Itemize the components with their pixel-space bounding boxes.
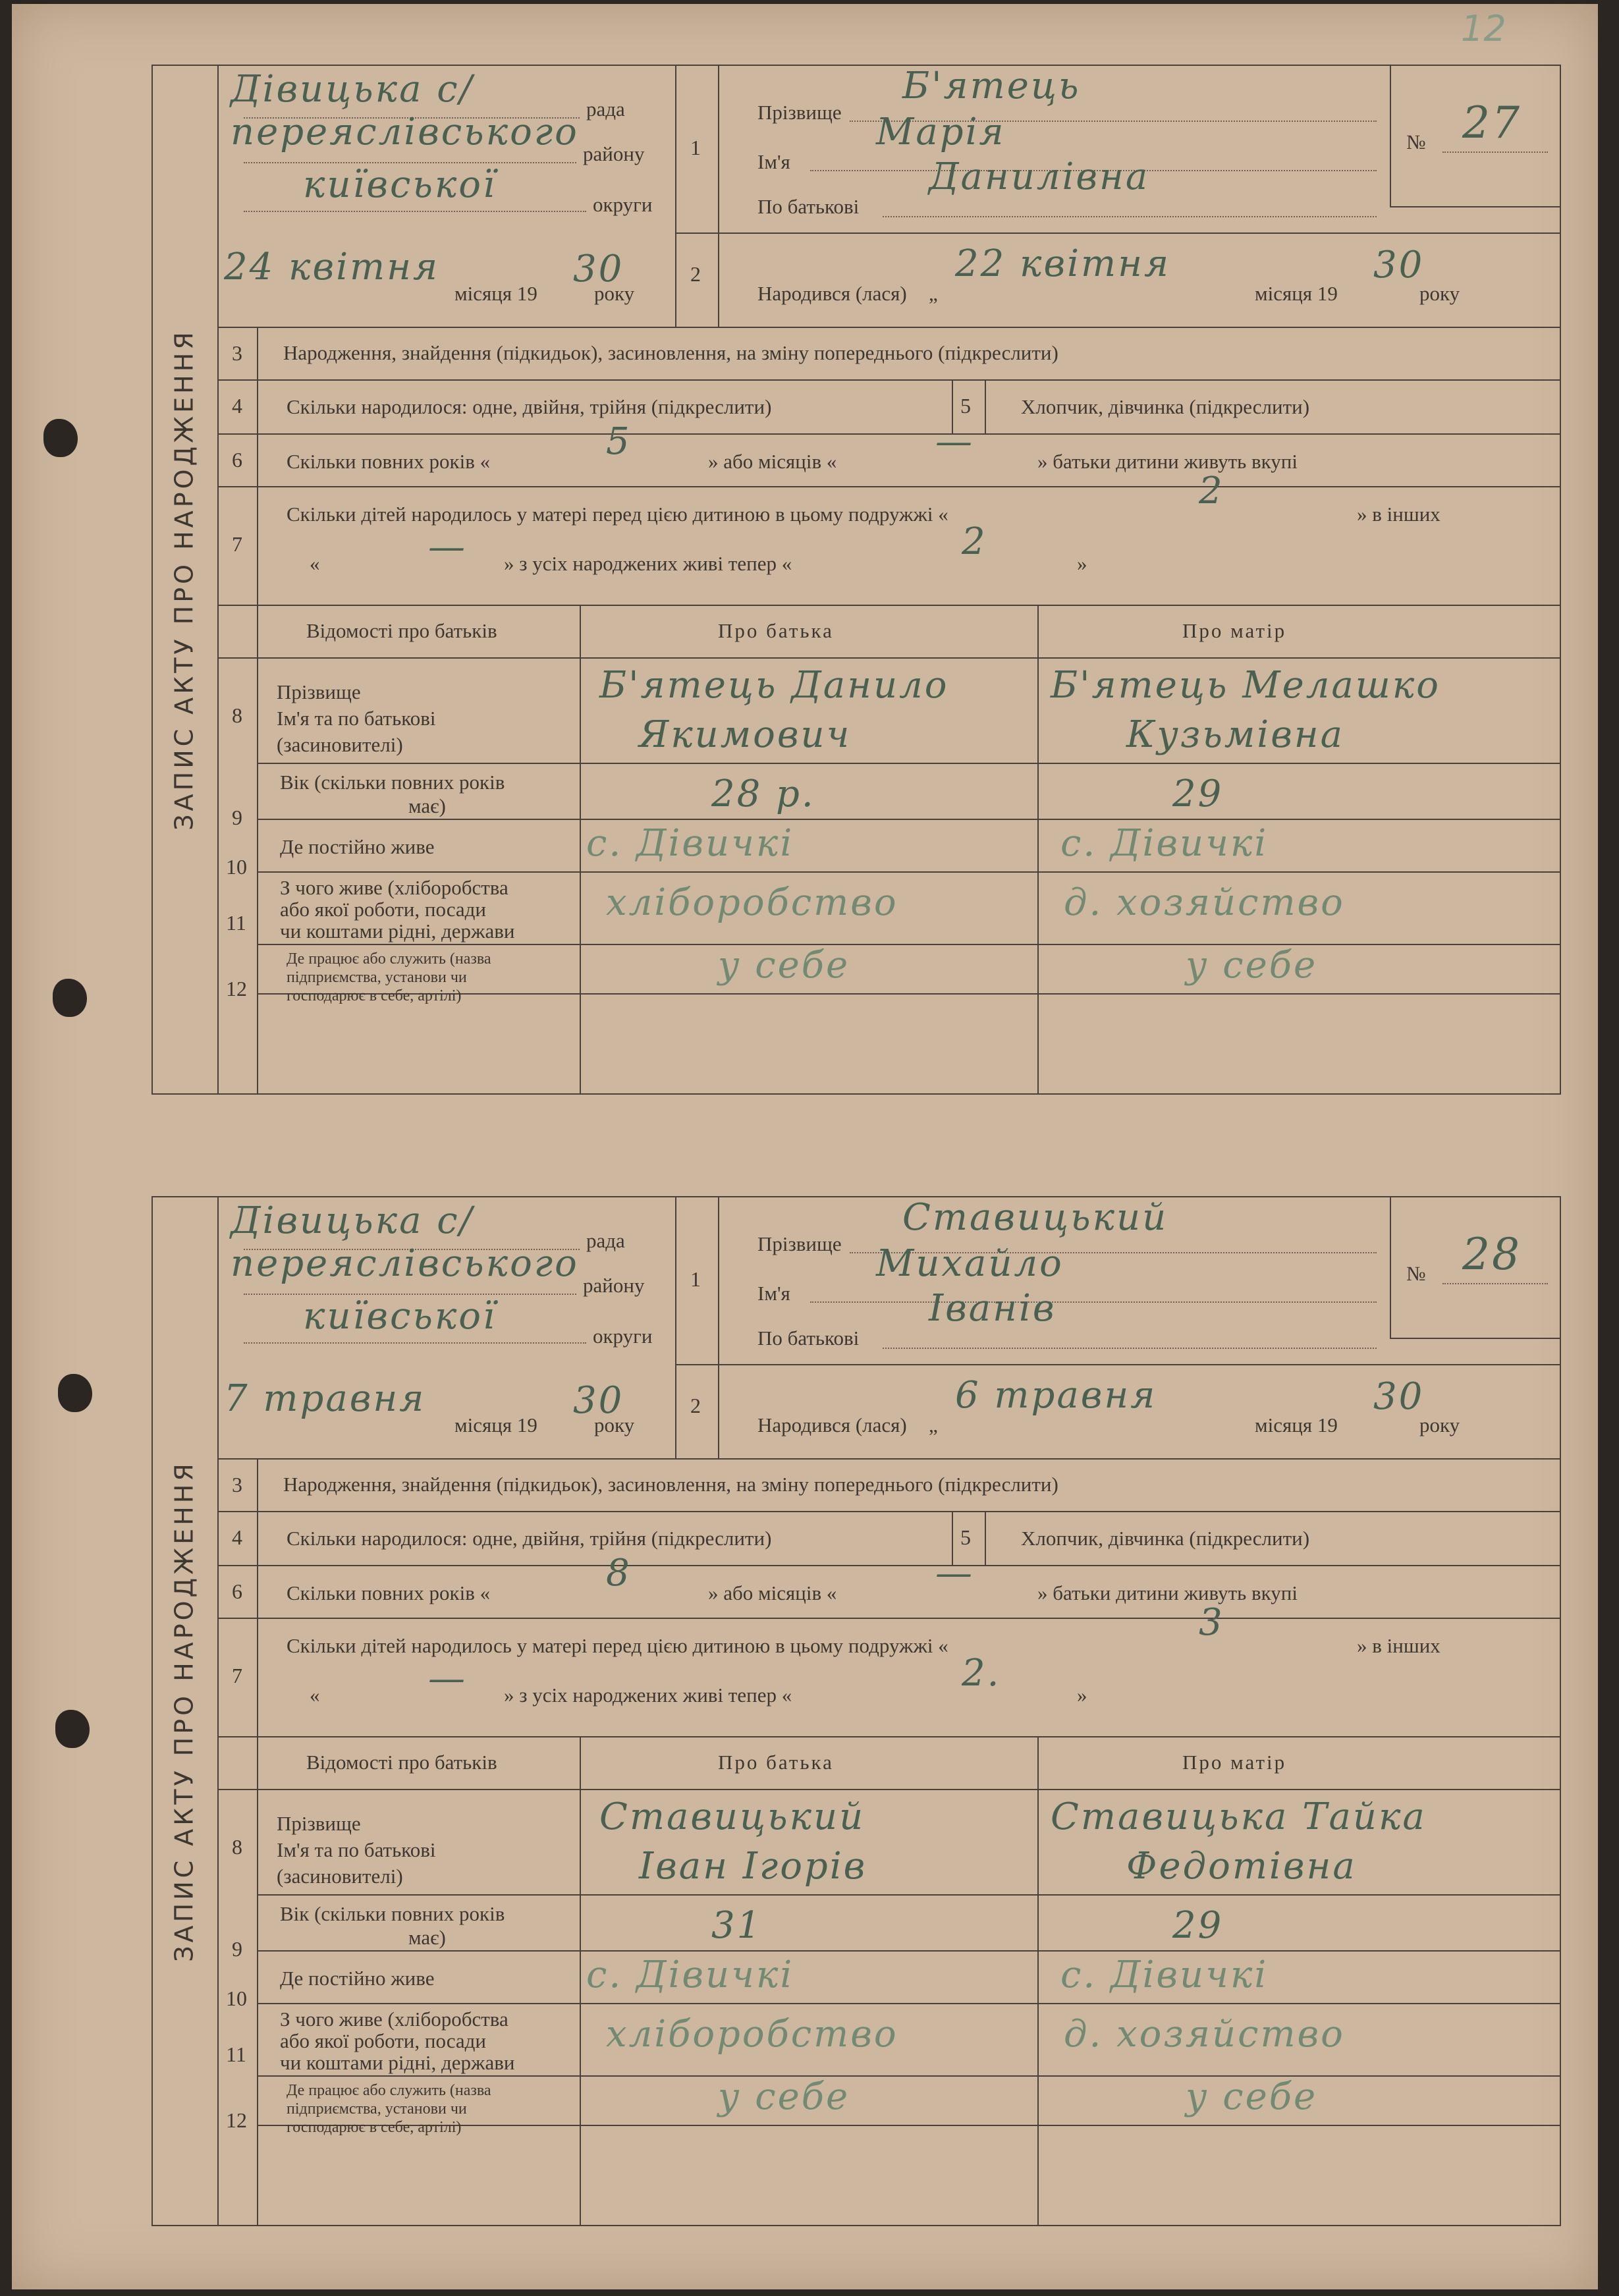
father-age: 31 <box>711 1904 763 1947</box>
father-header: Про батька <box>718 1751 834 1774</box>
child-patronymic: Данилівна <box>929 155 1150 198</box>
registration-date: 24 квітня <box>224 246 440 288</box>
children-this-marriage: 2 <box>1199 470 1224 512</box>
record-number: 27 <box>1462 97 1522 148</box>
children-alive: 2. <box>962 1652 1001 1695</box>
father-residence: с. Дівичкі <box>586 822 794 865</box>
raion-value: переяслівського <box>231 1242 579 1285</box>
birth-year: 30 <box>1373 244 1425 287</box>
parents-header: Відомості про батьків <box>306 619 497 642</box>
father-header: Про батька <box>718 619 834 642</box>
years-together: 5 <box>606 420 632 463</box>
months-together: — <box>935 420 974 463</box>
child-name: Михайло <box>876 1242 1064 1285</box>
father-fullname: Ставицький <box>599 1795 865 1838</box>
mother-residence: с. Дівичкі <box>1060 822 1269 865</box>
registration-year: 30 <box>573 1379 624 1422</box>
child-surname: Ставицький <box>902 1196 1168 1239</box>
birth-year: 30 <box>1373 1375 1425 1418</box>
mother-header: Про матір <box>1182 619 1287 642</box>
record-number: 28 <box>1462 1229 1522 1280</box>
birth-date: 6 травня <box>955 1374 1157 1417</box>
registration-date: 7 травня <box>224 1377 426 1420</box>
side-title: ЗАПИС АКТУ ПРО НАРОДЖЕННЯ <box>170 1460 200 1962</box>
father-livelihood: хліборобство <box>606 881 898 924</box>
punch-hole <box>43 419 78 457</box>
children-other: — <box>428 526 467 568</box>
child-surname: Б'ятець <box>902 65 1081 107</box>
child-name: Марія <box>876 111 1006 153</box>
mother-fullname: Б'ятець Мелашко <box>1051 664 1441 707</box>
mother-patronymic: Кузьмівна <box>1126 713 1345 756</box>
rada-value: Дівицька с/ <box>231 1199 474 1242</box>
registration-year: 30 <box>573 248 624 290</box>
row4-label: Скільки народилося: одне, двійня, трійня (підкреслити) <box>287 1527 772 1550</box>
children-alive: 2 <box>962 520 987 563</box>
birth-record-form: ЗАПИС АКТУ ПРО НАРОДЖЕННЯ Дівицька с/ рада переяслівського району київської округи 7 травня місяця 19 30 року 1 2 Прізвище Ставицький Ім'я Михайло По батькові Іванів № 28 Народився (лася) „ 6 травня місяця 19 30 року 3 4 5 6 7 8 9 10 11 12 Народження, знайдення (підкидьок), засиновлення, на зміну попереднього (підкреслити) Скільки народилося: одне, двійня, трійня (підкреслити) Хлопчик, дівчинка (підкреслити) Скільки повних років « 8 » або місяців « — » батьки дитини живуть вкупі Скільки дітей народилось у матері перед цією дитиною в цьому подружжі « 3 » в інших « — » з усіх народжених живі тепер « 2. » Відомості про батьків Про батька Про матір Прізвище Ім'я та по батькові (засиновителі) Ставицький Іван Ігорів Ставицька Тайка Федотівна Вік (скільки повних років має) 31 29 Де постійно живе с. Дівичкі с. Дівичкі З чого живе (хліборобства або якої роботи, посади чи коштами рідні, держави хліборобство д. хозяйство Де працює або служить (назва підприємства, установи чи господарює в себе, артілі) у себе у себе <box>151 1196 1561 2226</box>
months-together: — <box>935 1552 974 1595</box>
birth-date: 22 квітня <box>955 242 1171 285</box>
father-residence: с. Дівичкі <box>586 1954 794 1996</box>
mother-age: 29 <box>1172 773 1224 815</box>
years-together: 8 <box>606 1552 632 1595</box>
mother-age: 29 <box>1172 1904 1224 1947</box>
mother-workplace: у себе <box>1186 944 1318 987</box>
rada-value: Дівицька с/ <box>231 68 474 111</box>
mother-header: Про матір <box>1182 1751 1287 1774</box>
row3-label: Народження, знайдення (підкидьок), засиновлення, на зміну попереднього (підкреслити) <box>283 1473 1058 1496</box>
row3-label: Народження, знайдення (підкидьок), засиновлення, на зміну попереднього (підкреслити) <box>283 341 1058 364</box>
mother-fullname: Ставицька Тайка <box>1051 1795 1427 1838</box>
row5-label: Хлопчик, дівчинка (підкреслити) <box>1021 1527 1310 1550</box>
mother-residence: с. Дівичкі <box>1060 1954 1269 1996</box>
child-patronymic: Іванів <box>929 1287 1056 1330</box>
punch-hole <box>53 979 87 1017</box>
raion-value: переяслівського <box>231 111 579 153</box>
father-fullname: Б'ятець Данило <box>599 664 949 707</box>
okruha-value: київської <box>303 163 497 206</box>
children-other: — <box>428 1657 467 1700</box>
father-age: 28 р. <box>711 773 815 815</box>
father-patronymic: Якимович <box>639 713 852 756</box>
mother-livelihood: д. хозяйство <box>1064 881 1345 924</box>
mother-livelihood: д. хозяйство <box>1064 2013 1345 2056</box>
page-corner-number: 12 <box>1461 8 1506 49</box>
punch-hole <box>55 1710 90 1748</box>
okruha-value: київської <box>303 1295 497 1338</box>
father-workplace: у себе <box>718 2075 850 2118</box>
side-title: ЗАПИС АКТУ ПРО НАРОДЖЕННЯ <box>170 329 200 831</box>
birth-record-form: ЗАПИС АКТУ ПРО НАРОДЖЕННЯ Дівицька с/ рада переяслівського району київської округи 24 квітня місяця 19 30 року 1 2 Прізвище Б'ятець Ім'я Марія По батькові Данилівна № 27 Народився (лася) „ 22 квітня місяця 19 30 року 3 4 5 6 7 8 9 10 11 12 Народження, знайдення (підкидьок), засиновлення, на зміну попереднього (підкреслити) Скільки народилося: одне, двійня, трійня (підкреслити) Хлопчик, дівчинка (підкреслити) Скільки повних років « 5 » або місяців « — » батьки дитини живуть вкупі Скільки дітей народилось у матері перед цією дитиною в цьому подружжі « 2 » в інших « — » з усіх народжених живі тепер « 2 » Відомості про батьків Про батька Про матір Прізвище Ім'я та по батькові (засиновителі) Б'ятець Данило Якимович Б'ятець Мелашко Кузьмівна Вік (скільки повних років має) 28 р. 29 Де постійно живе с. Дівичкі с. Дівичкі З чого живе (хліборобства або якої роботи, посади чи коштами рідні, держави хліборобство д. хозяйство Де працює або служить (назва підприємства, установи чи господарює в себе, артілі) у себе у себе <box>151 65 1561 1095</box>
punch-hole <box>58 1374 92 1412</box>
father-workplace: у себе <box>718 944 850 987</box>
father-patronymic: Іван Ігорів <box>639 1845 867 1888</box>
father-livelihood: хліборобство <box>606 2013 898 2056</box>
mother-workplace: у себе <box>1186 2075 1318 2118</box>
parents-header: Відомості про батьків <box>306 1751 497 1774</box>
document-page <box>12 4 1598 2289</box>
children-this-marriage: 3 <box>1199 1601 1224 1644</box>
row4-label: Скільки народилося: одне, двійня, трійня (підкреслити) <box>287 395 772 418</box>
row5-label: Хлопчик, дівчинка (підкреслити) <box>1021 395 1310 418</box>
mother-patronymic: Федотівна <box>1126 1845 1357 1888</box>
